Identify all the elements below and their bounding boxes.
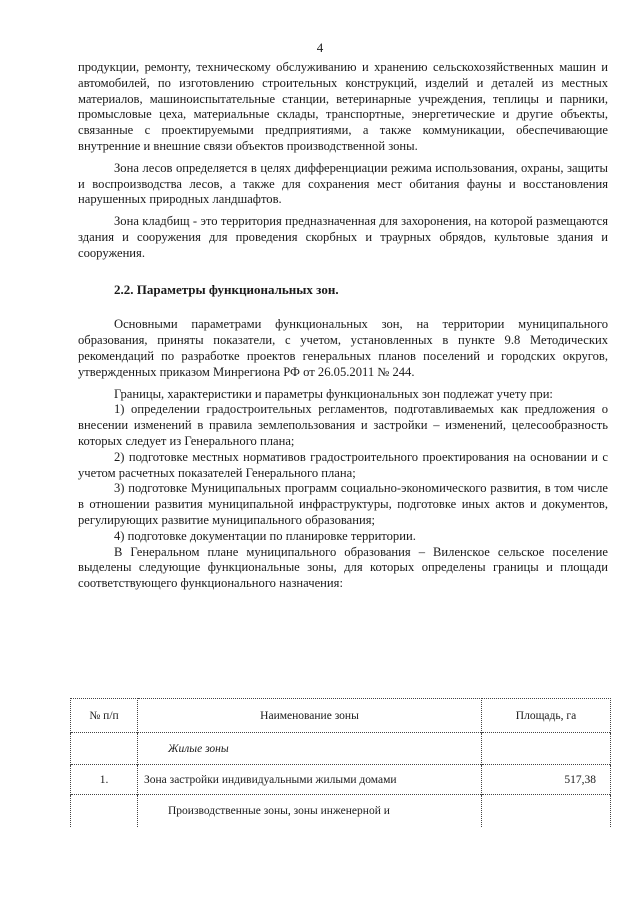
- paragraph-zones-intro: В Генеральном плане муниципального образования – Виленское сельское поселение выделены следующие функциональные зоны, для которых определены границы и площади соответствующего функционального назначения:: [78, 544, 608, 591]
- header-area: Площадь, га: [482, 699, 611, 733]
- header-zone-name: Наименование зоны: [138, 699, 482, 733]
- page-number: 4: [316, 40, 324, 55]
- table-row: [71, 765, 611, 795]
- row-zone-name: Зона застройки индивидуальными жилыми домами: [138, 765, 482, 795]
- document-body: [78, 60, 608, 592]
- list-item-4: 4) подготовке документации по планировке территории.: [114, 528, 416, 543]
- list-item-2: 2) подготовке местных нормативов градостроительного проектирования на основании и с учетом расчетных показателей Генерального плана;: [78, 449, 608, 480]
- header-number: № п/п: [71, 699, 138, 733]
- row-area: 517,38: [482, 765, 611, 795]
- list-item-1: 1) определении градостроительных регламентов, подготавливаемых как предложения о внесении изменений в правила землепользования и застройки – изменений, целесообразность которых следует из Генерального плана;: [78, 402, 608, 448]
- paragraph-main-parameters: Основными параметрами функциональных зон, на территории муниципального образования, приняты показатели, с учетом, установленных в пункте 9.8 Методических рекомендаций по разработке проектов генеральных планов поселений и городских округов, утвержденных приказом Минрегиона РФ от 26.05.2011 № 244.: [78, 317, 608, 379]
- list-item-3: 3) подготовке Муниципальных программ социально-экономического развития, в том числе в отношении развития муниципальной инфраструктуры, подготовке иных актов и документов, регулирующих развитие муниципального образования;: [78, 481, 608, 527]
- zones-table: [70, 698, 611, 827]
- group-area-cell: [482, 795, 611, 827]
- table-row: [71, 733, 611, 765]
- paragraph-borders-intro: Границы, характеристики и параметры функциональных зон подлежат учету при:: [114, 386, 553, 401]
- row-number: 1.: [71, 765, 138, 795]
- group-residential-label: Жилые зоны: [138, 733, 482, 765]
- paragraph-cemetery-zone: Зона кладбищ - это территория предназначенная для захоронения, на которой размещаются здания и сооружения для проведения скорбных и траурных обрядов, культовые здания и сооружения.: [78, 214, 608, 260]
- group-number-cell: [71, 733, 138, 765]
- table-header-row: [71, 699, 611, 733]
- table-row: [71, 795, 611, 827]
- paragraph-production-objects: продукции, ремонту, техническому обслуживанию и хранению сельскохозяйственных машин и автомобилей, по изготовлению строительных конструкций, изделий и деталей из местных материалов, машиноиспытательные станции, ветеринарные учреждения, теплицы и парники, промысловые цеха, материальные склады, транспортные, энергетические и другие объекты, связанные с проектируемыми предприятиями, а также коммуникации, обеспечивающие внутренние и внешние связи объектов производственной зоны.: [78, 60, 608, 153]
- paragraph-forest-zone: Зона лесов определяется в целях дифференциации режима использования, охраны, защиты и воспроизводства лесов, а также для сохранения мест обитания фауны и восстановления нарушенных природных ландшафтов.: [78, 160, 608, 207]
- section-heading: 2.2. Параметры функциональных зон.: [114, 281, 339, 297]
- group-production-label: Производственные зоны, зоны инженерной и: [138, 795, 482, 827]
- group-number-cell: [71, 795, 138, 827]
- group-area-cell: [482, 733, 611, 765]
